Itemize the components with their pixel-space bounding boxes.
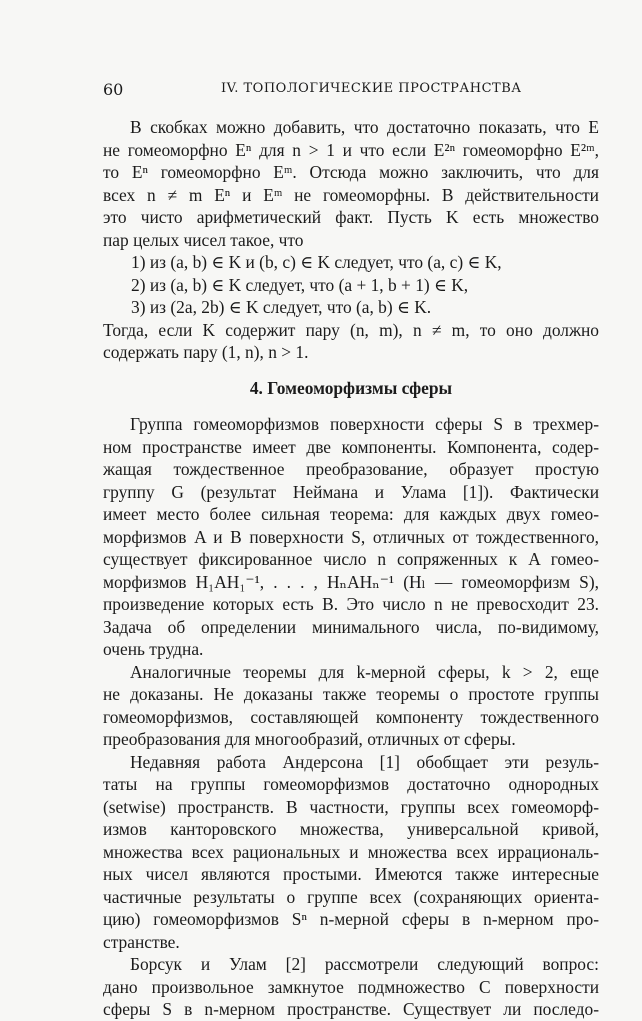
paragraph-k-sphere	[103, 661, 599, 751]
text-line: существует фиксированное число n сопряженных к A гомео-	[103, 549, 599, 569]
text-line: измов канторовского множества, универсальной кривой,	[103, 819, 599, 839]
text-line: дано произвольное замкнутое подмножество C поверхности	[103, 976, 599, 997]
text-line: морфизмов A и B поверхности S, отличных от тождественного,	[103, 526, 599, 547]
text-line: сферы S в n-мерном пространстве. Существует ли последо-	[103, 999, 599, 1019]
text-line: цию) гомеоморфизмов Sⁿ n-мерной сферы в n-мерном про-	[103, 909, 599, 929]
text-line: Тогда, если K содержит пару (n, m), n ≠ m, то оно должно	[103, 319, 599, 340]
text-line: В скобках можно добавить, что достаточно показать, что E	[130, 117, 599, 137]
paragraph-anderson	[103, 751, 599, 954]
text-line: всех n ≠ m Eⁿ и Eᵐ не гомеоморфны. В действительности	[103, 184, 599, 205]
paragraph-intro	[103, 116, 599, 251]
running-head: IV. ТОПОЛОГИЧЕСКИЕ ПРОСТРАНСТВА	[221, 81, 522, 96]
page-number: 60	[103, 80, 124, 99]
text-line: частичные результаты о группе всех (сохраняющих ориента-	[103, 886, 599, 907]
text-line: произведение которых есть B. Это число n не превосходит 23.	[103, 594, 599, 614]
text-line: не гомеоморфно Eⁿ для n > 1 и что если E²ⁿ гомеоморфно E²ᵐ,	[103, 139, 599, 160]
text-line: ном пространстве имеет две компоненты. Компонента, содер-	[103, 436, 599, 457]
text-line: Группа гомеоморфизмов поверхности сферы S в трехмер-	[130, 414, 599, 434]
text-line: преобразования для многообразий, отличных от сферы.	[103, 729, 516, 749]
text-line: таты на группы гомеоморфизмов достаточно однородных	[103, 774, 599, 794]
page-body	[103, 116, 599, 1021]
condition-list	[103, 251, 599, 319]
paragraph-borsuk-ulam	[103, 953, 599, 1021]
text-line: имеет место более сильная теорема: для каждых двух гомео-	[103, 504, 599, 524]
section-title: 4. Гомеоморфизмы сферы	[249, 377, 453, 398]
text-line: Аналогичные теоремы для k-мерной сферы, k > 2, еще	[130, 661, 599, 682]
list-item: 3) из (2a, 2b) ∈ K следует, что (a, b) ∈ K.	[131, 297, 432, 317]
text-line: это чисто арифметический факт. Пусть K есть множество	[103, 207, 599, 227]
list-item: 2) из (a, b) ∈ K следует, что (a + 1, b + 1) ∈ K,	[131, 274, 469, 295]
paragraph-conclusion	[103, 319, 599, 364]
text-line: множества всех рациональных и множества всех иррациональ-	[103, 841, 599, 862]
text-line: странстве.	[103, 931, 180, 952]
list-item: 1) из (a, b) ∈ K и (b, c) ∈ K следует, что (a, c) ∈ K,	[131, 252, 502, 272]
paragraph-sphere-group	[103, 413, 599, 661]
page-header	[103, 80, 539, 102]
text-line: жащая тождественное преобразование, образует простую	[103, 459, 599, 479]
text-line: Борсук и Улам [2] рассмотрели следующий вопрос:	[130, 954, 599, 974]
text-line: (setwise) пространств. В частности, группы всех гомеоморф-	[103, 796, 599, 817]
text-line: морфизмов H₁AH₁⁻¹, . . . , HₙAHₙ⁻¹ (Hₗ — гомеоморфизм S),	[103, 571, 599, 592]
text-line: группу G (результат Неймана и Улама [1]). Фактически	[103, 481, 599, 502]
text-line: содержать пару (1, n), n > 1.	[103, 342, 309, 362]
text-line: не доказаны. Не доказаны также теоремы о простоте группы	[103, 684, 599, 704]
text-line: очень трудна.	[103, 639, 204, 659]
text-line: Задача об определении минимального числа, по-видимому,	[103, 616, 599, 637]
text-line: гомеоморфизмов, составляющей компоненту тождественного	[103, 706, 599, 727]
text-line: Недавняя работа Андерсона [1] обобщает эти резуль-	[130, 751, 599, 772]
text-line: пар целых чисел такое, что	[103, 229, 304, 250]
text-line: ных чисел являются простыми. Имеются также интересные	[103, 864, 599, 884]
text-line: то Eⁿ гомеоморфно Eᵐ. Отсюда можно заключить, что для	[103, 162, 599, 182]
